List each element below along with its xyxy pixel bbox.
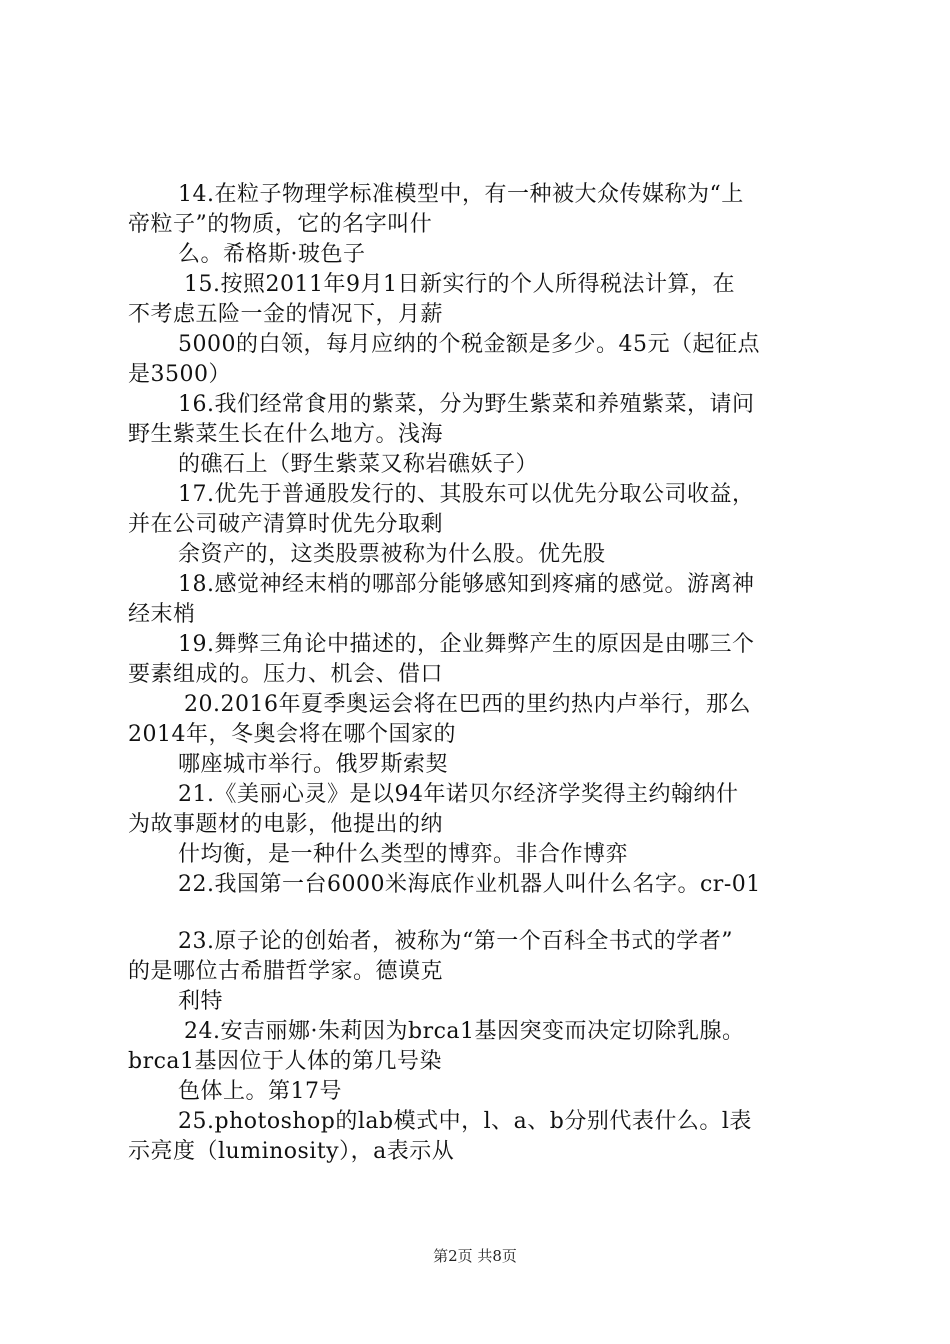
text-line: 23.原子论的创始者，被称为“第一个百科全书式的学者” [178,929,733,954]
text-line: 的礁石上（野生紫菜又称岩礁妖子） [178,452,539,477]
text-line: 不考虑五险一金的情况下，月薪 [128,302,444,327]
text-line: 的是哪位古希腊哲学家。德谟克 [128,959,444,984]
text-line: 2014年，冬奥会将在哪个国家的 [128,722,456,747]
page-footer: 第2页 共8页 [433,1247,517,1265]
text-line: 19.舞弊三角论中描述的，企业舞弊产生的原因是由哪三个 [178,632,755,657]
text-line: 野生紫菜生长在什么地方。浅海 [128,422,444,447]
text-line: 18.感觉神经末梢的哪部分能够感知到疼痛的感觉。游离神 [178,572,755,597]
document-body [128,180,848,1167]
text-line: 利特 [178,989,224,1014]
text-line: 15.按照2011年9月1日新实行的个人所得税法计算，在 [184,272,735,297]
text-line: 5000的白领，每月应纳的个税金额是多少。45元（起征点 [178,332,760,357]
text-line: 什均衡，是一种什么类型的博弈。非合作博弈 [178,842,629,867]
text-line: 帝粒子”的物质，它的名字叫什 [128,212,433,237]
text-line: 16.我们经常食用的紫菜，分为野生紫菜和养殖紫菜，请问 [178,392,755,417]
text-line: brca1基因位于人体的第几号染 [128,1049,443,1074]
text-line: 14.在粒子物理学标准模型中，有一种被大众传媒称为“上 [178,182,744,207]
text-line: 么。希格斯·玻色子 [178,242,366,267]
text-line: 哪座城市举行。俄罗斯索契 [178,752,449,777]
text-line: 色体上。第17号 [178,1079,342,1104]
text-line: 并在公司破产清算时优先分取剩 [128,512,444,537]
text-line: 22.我国第一台6000米海底作业机器人叫什么名字。cr-01 [178,872,761,897]
text-line: 是3500） [128,362,231,387]
text-line: 25.photoshop的lab模式中，l、a、b分别代表什么。l表 [178,1109,752,1134]
text-line: 24.安吉丽娜·朱莉因为brca1基因突变而决定切除乳腺。 [184,1019,745,1044]
text-line: 20.2016年夏季奥运会将在巴西的里约热内卢举行，那么 [184,692,751,717]
text-line: 为故事题材的电影，他提出的纳 [128,812,444,837]
text-line: 经末梢 [128,602,196,627]
text-line: 要素组成的。压力、机会、借口 [128,662,444,687]
paragraph-gap [128,900,848,927]
text-line: 示亮度（luminosity），a表示从 [128,1139,455,1164]
text-line: 17.优先于普通股发行的、其股东可以优先分取公司收益， [178,482,755,507]
text-line: 21.《美丽心灵》是以94年诺贝尔经济学奖得主约翰纳什 [178,782,739,807]
text-line: 余资产的，这类股票被称为什么股。优先股 [178,542,606,567]
